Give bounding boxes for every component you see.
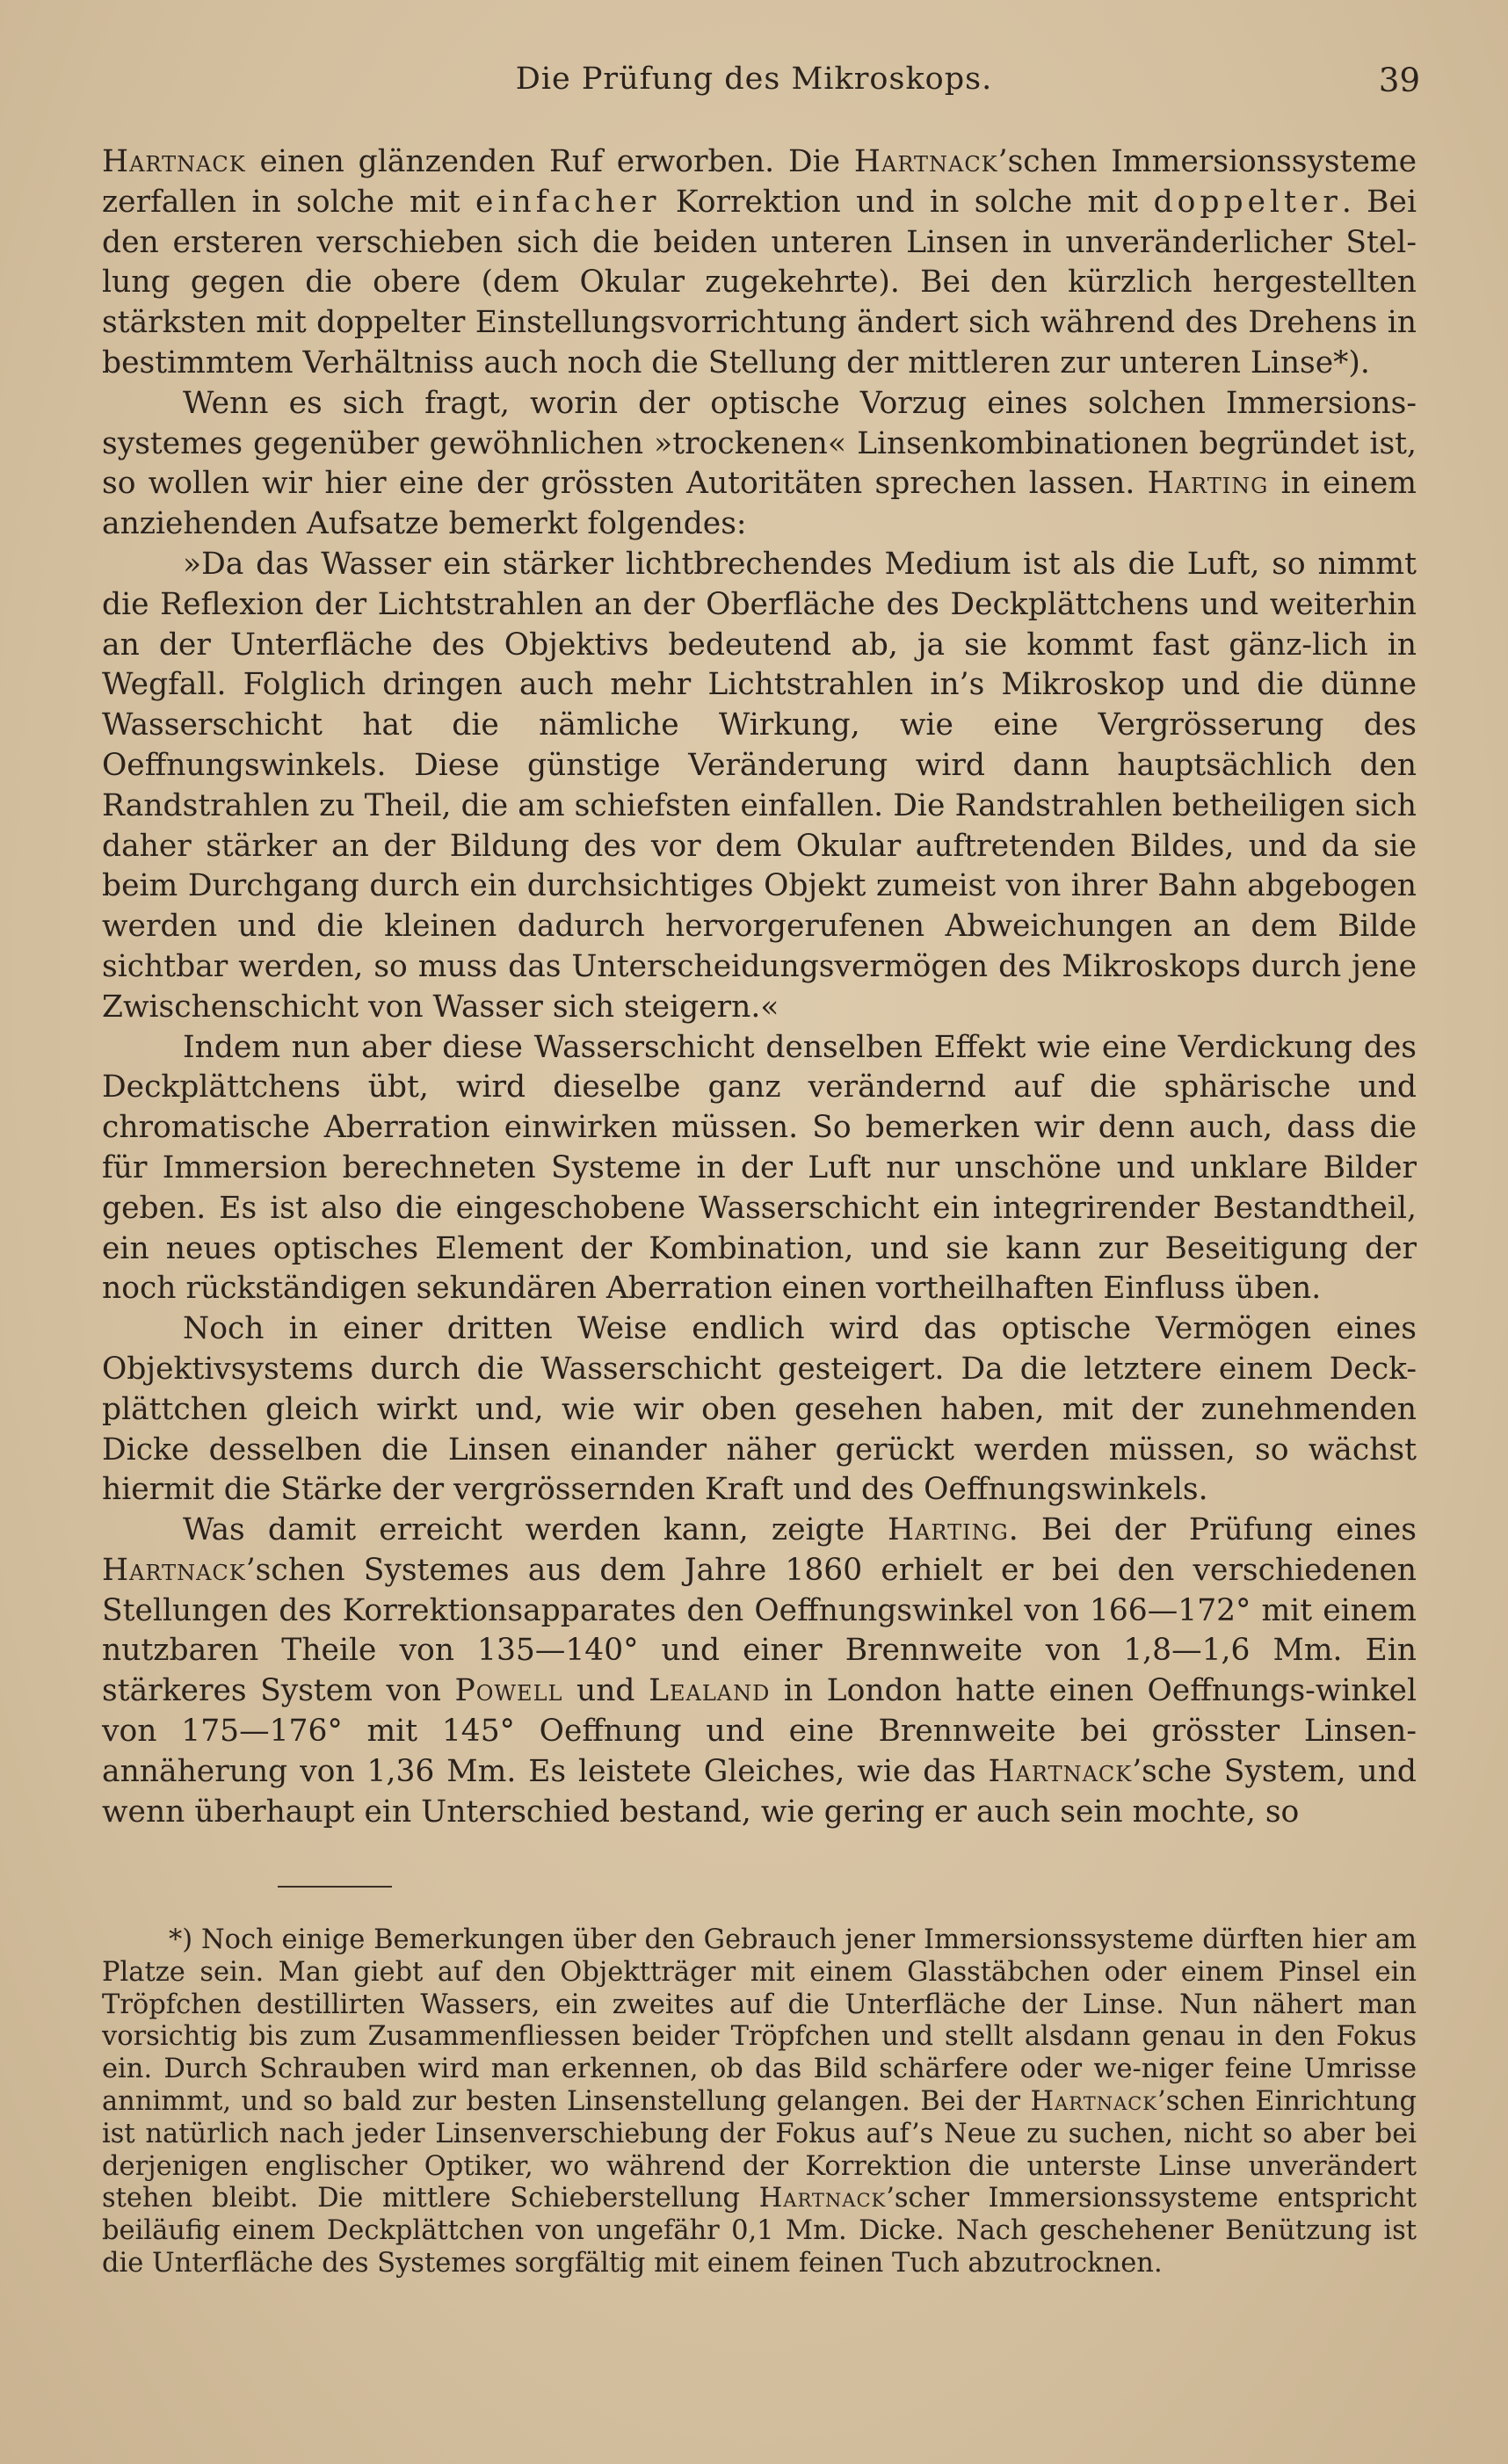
author-name: Hartnack (758, 2183, 887, 2214)
text-run: . Bei der Prüfung eines (1008, 1512, 1417, 1548)
text-run: »Da das Wasser ein stärker lichtbrechendes Medium ist als die Luft, so nimmt die Reflexion der Lichtstrahlen an der Oberfläche des Deckplättchens und weiterhin an der Unterfläche des Objektivs bedeutend ab, ja sie kommt fast gänz-lich in Wegfall. Folglich dringen auch mehr Lichtstrahlen in’s Mikroskop und die dünne Wasserschicht hat die nämliche Wirkung, wie eine Vergrösserung des Oeffnungswinkels. Diese günstige Veränderung wird dann hauptsächlich den Randstrahlen zu Theil, die am schiefsten einfallen. Die Randstrahlen betheiligen sich daher stärker an der Bildung des vor dem Okular auftretenden Bildes, und da sie beim Durchgang durch ein durchsichtiges Objekt zumeist von ihrer Bahn abgebogen werden und die kleinen dadurch hervorgerufenen Abweichungen an dem Bilde sichtbar werden, so muss das Unterscheidungsvermögen des Mikroskops durch jene Zwischenschicht von Wasser sich steigern.« (102, 546, 1417, 1025)
footnote (102, 1924, 1417, 2280)
footnote-divider (278, 1886, 392, 1888)
text-run: ’scher Immersionssysteme entspricht beiläufig einem Deckplättchen von ungefähr 0,1 Mm. Dicke. Nach geschehener Benützung ist die Unterfläche des Systemes sorgfältig mit einem feinen Tuch abzutrocknen. (102, 2183, 1417, 2279)
text-run: *) Noch einige Bemerkungen über den Gebrauch jener Immersionssysteme dürften hier am Platze sein. Man giebt auf den Objektträger mit einem Glasstäbchen oder einem Pinsel ein Tröpfchen destillirten Wassers, ein zweites auf die Unterfläche der Linse. Nun nähert man vorsichtig bis zum Zusammenfliessen beider Tröpfchen und stellt alsdann genau in den Fokus ein. Durch Schrauben wird man erkennen, ob das Bild schärfere oder we-niger feine Umrisse annimmt, und so bald zur besten Linsenstellung gelangen. Bei der (102, 1924, 1417, 2117)
text-run: Korrektion und in solche mit (660, 184, 1154, 220)
running-head (0, 62, 1508, 105)
text-run: Indem nun aber diese Wasserschicht denselben Effekt wie eine Verdickung des Deckplättchens übt, wird dieselbe ganz verändernd auf die sphärische und chromatische Aberration einwirken müssen. So bemerken wir denn auch, dass die für Immersion berechneten Systeme in der Luft nur unschöne und unklare Bilder geben. Es ist also die eingeschobene Wasserschicht ein integrirender Bestandtheil, ein neues optisches Element der Kombination, und sie kann zur Beseitigung der noch rückständigen sekundären Aberration einen vortheilhaften Einfluss üben. (102, 1029, 1417, 1307)
author-name: Harting (1147, 466, 1269, 502)
body-text (102, 142, 1417, 1832)
footnote-text (102, 1924, 1417, 2280)
author-name: Powell (454, 1673, 563, 1709)
author-name: Lealand (649, 1673, 771, 1709)
text-run: in einem anziehenden Aufsatze bemerkt folgendes: (102, 466, 1417, 542)
text-run: ’schen Einrichtung ist natürlich nach jeder Linsenverschiebung der Fokus auf’s Neue zu suchen, nicht so aber bei derjenigen englischer Optiker, wo während der Korrektion die unterste Linse unverändert stehen bleibt. Die mittlere Schieberstellung (102, 2085, 1417, 2214)
author-name: Harting (888, 1512, 1009, 1548)
author-name: Hartnack (1030, 2085, 1157, 2117)
paragraph-6 (102, 1511, 1417, 1832)
author-name: Hartnack (853, 144, 998, 179)
paragraph-1 (102, 142, 1417, 384)
text-run: ’schen Immersionssysteme zerfallen in solche mit (102, 144, 1417, 220)
text-run: Wenn es sich fragt, worin der optische Vorzug eines solchen Immersions-systemes gegenüber gewöhnlichen »trockenen« Linsenkombinationen begründet ist, so wollen wir hier eine der grössten Autoritäten sprechen lassen. (102, 385, 1417, 502)
page-number: 39 (1378, 62, 1420, 99)
text-run: in London hatte einen Oeffnungs-winkel von 175—176° mit 145° Oeffnung und eine Brennweite bei grösster Linsen-annäherung von 1,36 Mm. Es leistete Gleiches, wie das (102, 1673, 1417, 1789)
text-run: Was damit erreicht werden kann, zeigte (183, 1512, 888, 1548)
running-title: Die Prüfung des Mikroskops. (515, 62, 993, 97)
paragraph-5 (102, 1309, 1417, 1511)
author-name: Hartnack (102, 1552, 246, 1588)
quotation-paragraph (102, 545, 1417, 1028)
spaced-emphasis: einfacher (475, 184, 661, 220)
text-run: ’schen Systemes aus dem Jahre 1860 erhielt er bei den verschiedenen Stellungen des Korrektionsapparates den Oeffnungswinkel von 166—172° mit einem nutzbaren Theile von 135—140° und einer Brennweite von 1,8—1,6 Mm. Ein stärkeres System von (102, 1552, 1417, 1709)
spaced-emphasis: doppelter (1153, 184, 1342, 220)
author-name: Hartnack (102, 144, 246, 179)
text-run: Noch in einer dritten Weise endlich wird das optische Vermögen eines Objektivsystems durch die Wasserschicht gesteigert. Da die letztere einem Deck-plättchen gleich wirkt und, wie wir oben gesehen haben, mit der zunehmenden Dicke desselben die Linsen einander näher gerückt werden müssen, so wächst hiermit die Stärke der vergrössernden Kraft und des Oeffnungswinkels. (102, 1311, 1417, 1508)
text-run: . Bei den ersteren verschieben sich die beiden unteren Linsen in unveränderlicher Stel-lung gegen die obere (dem Okular zugekehrte). Bei den kürzlich hergestellten stärksten mit doppelter Einstellungsvorrichtung ändert sich während des Drehens in bestimmtem Verhältniss auch noch die Stellung der mittleren zur unteren Linse*). (102, 184, 1417, 380)
text-run: ’sche System, und wenn überhaupt ein Unterschied bestand, wie gering er auch sein mochte, so (102, 1753, 1417, 1830)
author-name: Hartnack (988, 1753, 1133, 1789)
paragraph-2 (102, 384, 1417, 545)
paragraph-4 (102, 1028, 1417, 1310)
text-run: und (562, 1673, 649, 1709)
text-run: einen glänzenden Ruf erworben. Die (245, 144, 854, 179)
